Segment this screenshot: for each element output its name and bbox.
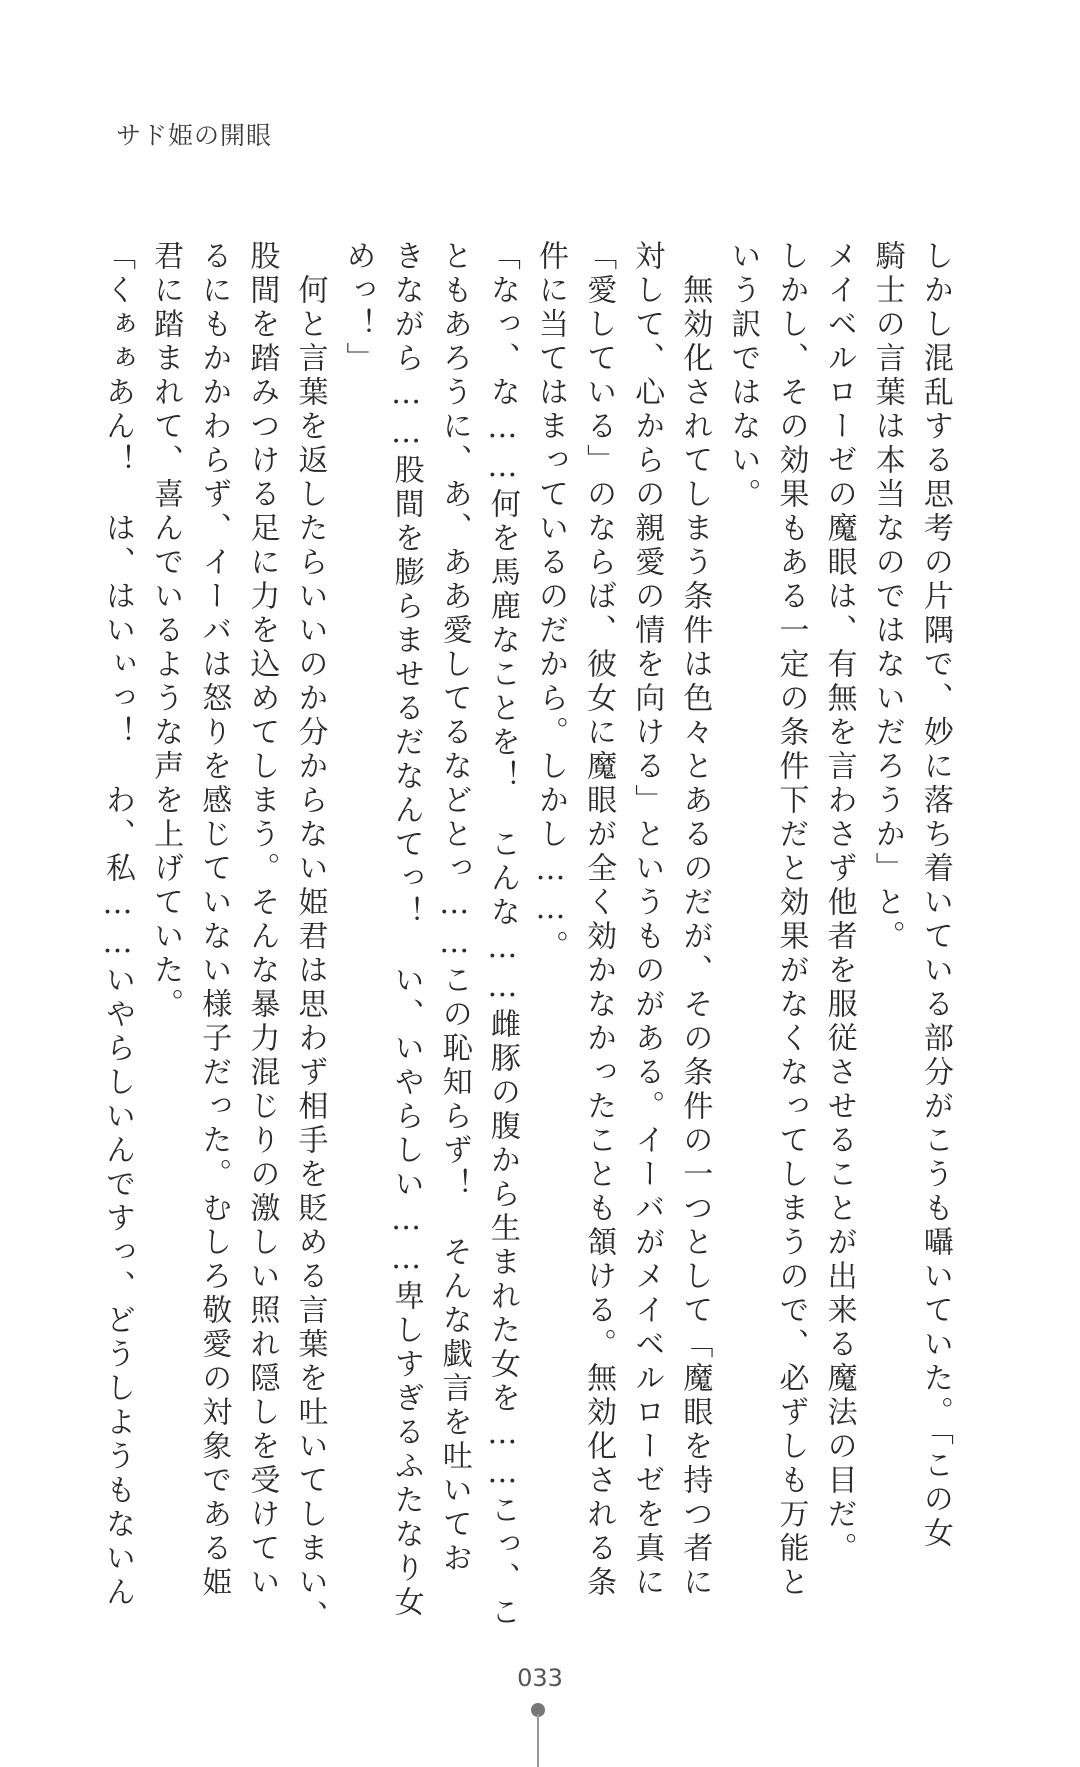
text-column: るにもかかわらず、イーバは怒りを感じていない様子だった。むしろ敬愛の対象である姫 (196, 240, 232, 1600)
text-column: めっ！」 (340, 240, 376, 376)
text-column: ともあろうに、あ、ああ愛してるなどとっ……この恥知らず！ そんな戯言を吐いてお (436, 240, 472, 1576)
page-marker-line (537, 1714, 539, 1767)
text-column: 「愛している」のならば、彼女に魔眼が全く効かなかったことも頷ける。無効化される条 (581, 240, 617, 1600)
text-column: いう訳ではない。 (725, 240, 761, 512)
text-column: しかし、その効果もある一定の条件下だと効果がなくなってしまうので、必ずしも万能と (773, 240, 809, 1600)
text-column: 「なっ、な……何を馬鹿なことを！ こんな……雌豚の腹から生まれた女を……こっ、こ (484, 240, 520, 1630)
page-number: 033 (517, 1664, 563, 1692)
text-column: 「くぁぁあん！ は、はいぃっ！ わ、私……いやらしいんですっ、どうしようもないん (100, 240, 135, 1610)
running-header-title: サド姫の開眼 (116, 121, 273, 150)
text-column: メイベルローゼの魔眼は、有無を言わさず他者を服従させることが出来る魔法の目だ。 (821, 240, 857, 1566)
text-column: きながら……股間を膨らませるだなんてっ！ い、いやらしい……卑しすぎるふたなり女 (388, 240, 424, 1620)
text-column: 対して、心からの親愛の情を向ける」というものがある。イーバがメイベルローゼを真に (629, 240, 665, 1600)
vertical-text-body (100, 240, 953, 1634)
text-column: 件に当てはまっているのだから。しかし……。 (532, 240, 568, 964)
text-column: 無効化されてしまう条件は色々とあるのだが、その条件の一つとして「魔眼を持つ者に (677, 240, 713, 1600)
text-column: しかし混乱する思考の片隅で、妙に落ち着いている部分がこうも囁いていた。「この女 (917, 240, 953, 1551)
text-column: 騎士の言葉は本当なのではないだろうか」と。 (869, 240, 905, 954)
text-column: 何と言葉を返したらいいのか分からない姫君は思わず相手を貶める言葉を吐いてしまい、 (292, 240, 328, 1634)
text-column: 君に踏まれて、喜んでいるような声を上げていた。 (148, 240, 184, 1022)
text-column: 股間を踏みつける足に力を込めてしまう。そんな暴力混じりの激しい照れ隠しを受けてい (244, 240, 280, 1600)
